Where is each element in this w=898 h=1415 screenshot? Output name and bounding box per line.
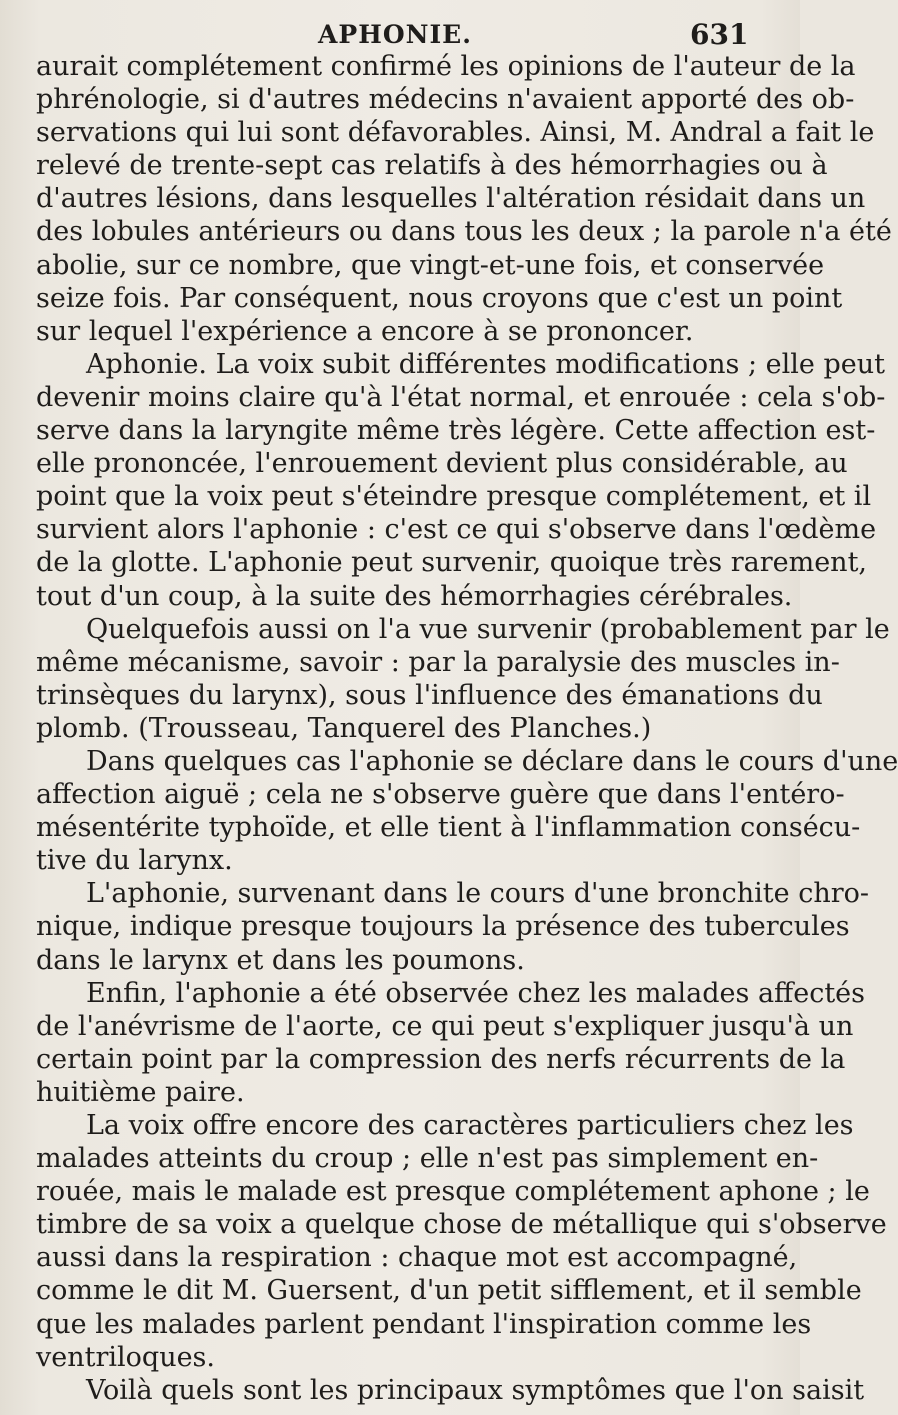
- text-line: que les malades parlent pendant l'inspiration comme les: [36, 1308, 812, 1340]
- text-line: comme le dit M. Guersent, d'un petit sifflement, et il semble: [36, 1275, 862, 1307]
- text-line: plomb. (Trousseau, Tanquerel des Planches.): [36, 712, 652, 744]
- text-line: sur lequel l'expérience a encore à se prononcer.: [36, 315, 694, 347]
- text-line: huitième paire.: [36, 1076, 245, 1108]
- text-line: survient alors l'aphonie : c'est ce qui s'observe dans l'œdème: [36, 514, 877, 546]
- text-line: devenir moins claire qu'à l'état normal, et enrouée : cela s'ob-: [36, 381, 886, 413]
- text-line: abolie, sur ce nombre, que vingt-et-une fois, et conservée: [36, 249, 825, 281]
- text-line: rouée, mais le malade est presque complétement aphone ; le: [36, 1176, 870, 1208]
- text-line: phrénologie, si d'autres médecins n'avaient apporté des ob-: [36, 84, 855, 116]
- text-line: mésentérite typhoïde, et elle tient à l'inflammation consécu-: [36, 812, 861, 844]
- text-line: timbre de sa voix a quelque chose de métallique qui s'observe: [36, 1209, 887, 1241]
- text-line: La voix offre encore des caractères particuliers chez les: [86, 1110, 854, 1141]
- text-line: relevé de trente-sept cas relatifs à des hémorrhagies ou à: [36, 150, 828, 182]
- text-line: Aphonie. La voix subit différentes modifications ; elle peut: [86, 348, 885, 380]
- text-line: de l'anévrisme de l'aorte, ce qui peut s'expliquer jusqu'à un: [36, 1010, 854, 1042]
- text-line: d'autres lésions, dans lesquelles l'altération résidait dans un: [36, 183, 866, 215]
- text-line: certain point par la compression des nerfs récurrents de la: [36, 1043, 846, 1075]
- text-line: malades atteints du croup ; elle n'est pas simplement en-: [36, 1143, 819, 1175]
- text-line: de la glotte. L'aphonie peut survenir, quoique très rarement,: [36, 547, 868, 579]
- text-line: Dans quelques cas l'aphonie se déclare dans le cours d'une: [86, 745, 898, 777]
- text-line: elle prononcée, l'enrouement devient plus considérable, au: [36, 448, 848, 480]
- text-line: L'aphonie, survenant dans le cours d'une bronchite chro-: [86, 878, 869, 910]
- page-number: 631: [690, 18, 749, 51]
- text-line: même mécanisme, savoir : par la paralysie des muscles in-: [36, 646, 840, 678]
- body-text: [36, 50, 898, 1407]
- page-header: [0, 14, 800, 54]
- text-line: aussi dans la respiration : chaque mot est accompagné,: [36, 1242, 798, 1274]
- text-line: tout d'un coup, à la suite des hémorrhagies cérébrales.: [36, 580, 793, 612]
- text-line: servations qui lui sont défavorables. Ainsi, M. Andral a fait le: [36, 117, 875, 149]
- text-line: des lobules antérieurs ou dans tous les deux ; la parole n'a été: [36, 216, 892, 248]
- text-line: serve dans la laryngite même très légère. Cette affection est-: [36, 415, 876, 447]
- text-line: ventriloques.: [36, 1341, 215, 1373]
- running-head: APHONIE.: [318, 20, 472, 49]
- text-line: aurait complétement confirmé les opinions de l'auteur de la: [36, 51, 856, 82]
- text-line: tive du larynx.: [36, 845, 233, 877]
- text-line: dans le larynx et dans les poumons.: [36, 944, 525, 976]
- text-line: Enfin, l'aphonie a été observée chez les malades affectés: [86, 977, 866, 1009]
- text-line: nique, indique presque toujours la présence des tubercules: [36, 911, 850, 943]
- text-line: trinsèques du larynx), sous l'influence des émanations du: [36, 679, 823, 711]
- text-line: point que la voix peut s'éteindre presque complétement, et il: [36, 481, 872, 513]
- text-line: affection aiguë ; cela ne s'observe guère que dans l'entéro-: [36, 779, 845, 811]
- text-line: Voilà quels sont les principaux symptômes que l'on saisit: [86, 1374, 865, 1406]
- text-line: seize fois. Par conséquent, nous croyons que c'est un point: [36, 282, 843, 314]
- text-line: Quelquefois aussi on l'a vue survenir (probablement par le: [86, 613, 890, 645]
